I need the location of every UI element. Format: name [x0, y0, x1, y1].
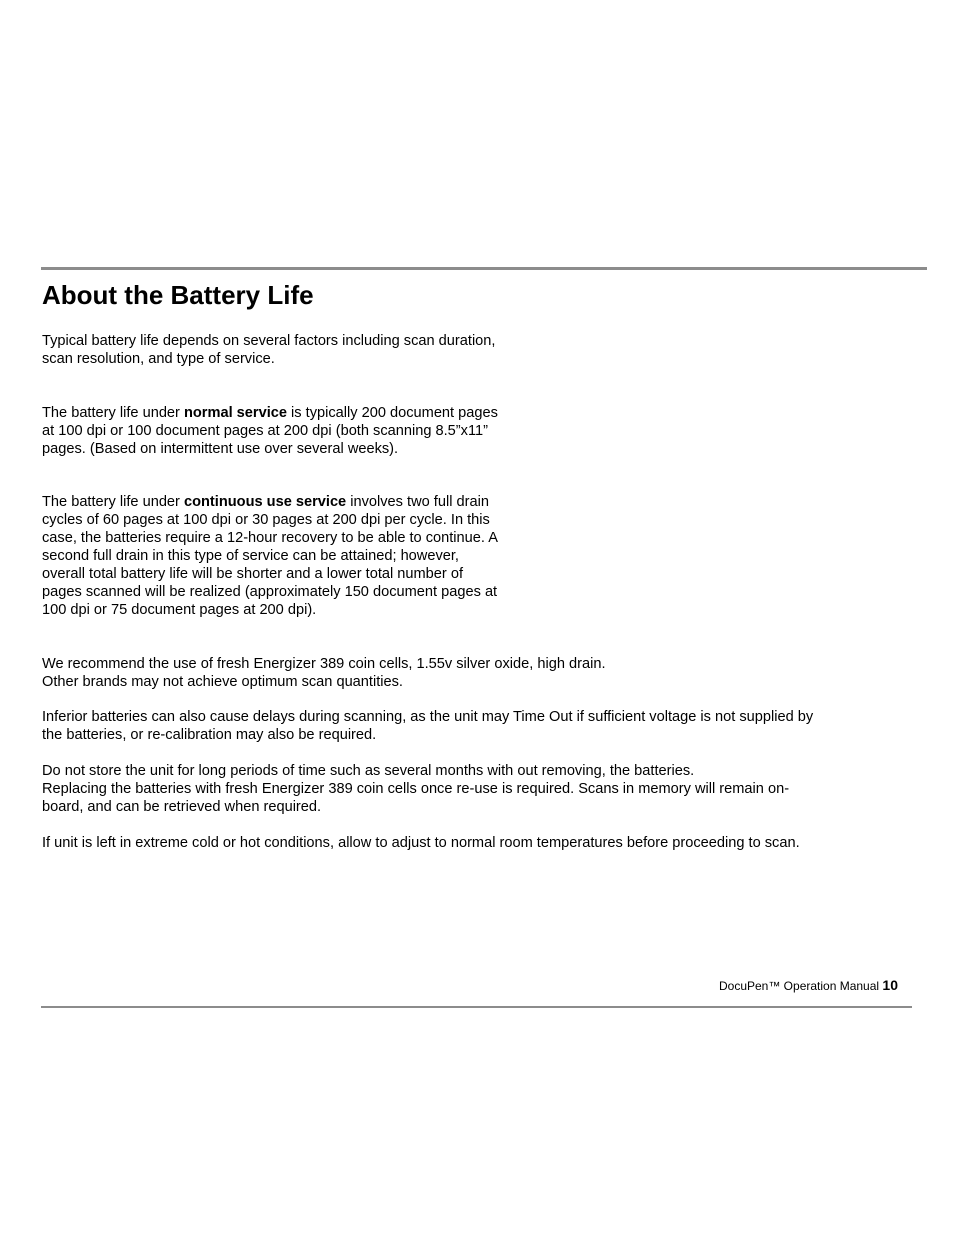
header-divider — [41, 267, 927, 270]
text-line: case, the batteries require a 12-hour recovery to be able to continue. A — [42, 530, 498, 546]
normal-service-term: normal service — [183, 405, 287, 421]
text-line: If unit is left in extreme cold or hot conditions, allow to adjust to normal room temperatures before proceeding to scan. — [42, 835, 800, 851]
temperature-paragraph — [42, 834, 912, 852]
storage-paragraph — [42, 762, 912, 816]
text-line: at 100 dpi or 100 document pages at 200 dpi (both scanning 8.5”x11” — [42, 423, 488, 439]
text-line — [42, 493, 542, 511]
text-line: pages scanned will be realized (approximately 150 document pages at — [42, 584, 498, 600]
text-line — [42, 404, 542, 422]
normal-service-paragraph — [42, 404, 542, 458]
continuous-service-paragraph — [42, 493, 542, 619]
manual-name: DocuPen™ Operation Manual — [718, 979, 880, 993]
text-line: pages. (Based on intermittent use over several weeks). — [42, 441, 399, 457]
text-line: scan resolution, and type of service. — [42, 351, 275, 367]
page-title: About the Battery Life — [42, 280, 314, 310]
text-line: Replacing the batteries with fresh Energizer 389 coin cells once re-use is required. Scans in memory will remain on- — [42, 781, 790, 797]
recommendation-paragraph — [42, 655, 912, 691]
text-line: overall total battery life will be shorter and a lower total number of — [42, 566, 463, 582]
page-number: 10 — [882, 977, 898, 993]
text-line: Other brands may not achieve optimum scan quantities. — [42, 674, 403, 690]
text-line: second full drain in this type of service can be attained; however, — [42, 548, 459, 564]
page-footer — [719, 976, 898, 995]
intro-paragraph — [42, 332, 542, 368]
text-line: Typical battery life depends on several factors including scan duration, — [42, 333, 496, 349]
inferior-batteries-paragraph — [42, 708, 912, 744]
text-segment: is typically 200 document pages — [287, 405, 498, 421]
text-line: board, and can be retrieved when required. — [42, 799, 322, 815]
text-line: the batteries, or re-calibration may also be required. — [42, 727, 377, 743]
text-segment: involves two full drain — [346, 494, 489, 510]
text-line: cycles of 60 pages at 100 dpi or 30 pages at 200 dpi per cycle. In this — [42, 512, 490, 528]
text-line: 100 dpi or 75 document pages at 200 dpi). — [42, 602, 317, 618]
footer-divider — [41, 1006, 912, 1008]
continuous-service-term: continuous use service — [183, 494, 347, 510]
text-segment: The battery life under — [42, 405, 184, 421]
text-line: Inferior batteries can also cause delays during scanning, as the unit may Time Out if sufficient voltage is not supplied by — [42, 709, 814, 725]
text-line: We recommend the use of fresh Energizer 389 coin cells, 1.55v silver oxide, high drain. — [42, 656, 606, 672]
text-line: Do not store the unit for long periods of time such as several months with out removing, the batteries. — [42, 763, 695, 779]
text-segment: The battery life under — [42, 494, 184, 510]
